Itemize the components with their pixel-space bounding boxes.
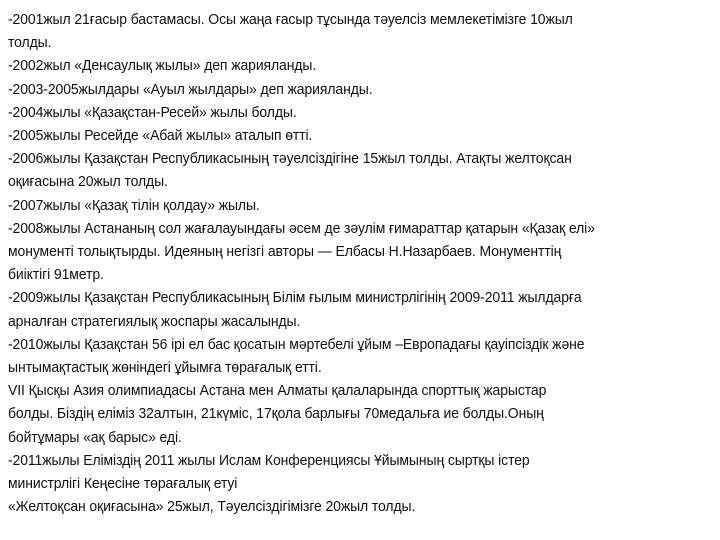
text-line: оқиғасына 20жыл толды.	[8, 173, 168, 191]
text-line: -2008жылы Астананың сол жағалауындағы әсем де зәулім ғимараттар қатарын «Қазақ елі»	[8, 219, 595, 237]
text-line: -2006жылы Қазақстан Республикасының тәуелсіздігіне 15жыл толды. Атақты желтоқсан	[8, 150, 572, 168]
text-line: монументі толықтырды. Идеяның негізгі авторы — Елбасы Н.Назарбаев. Монументтің	[8, 243, 562, 261]
text-line: «Желтоқсан оқиғасына» 25жыл, Тәуелсіздігімізге 20жыл толды.	[8, 498, 416, 516]
text-line: -2005жылы Ресейде «Абай жылы» аталып өтті.	[8, 127, 313, 145]
text-line: министрлігі Кеңесіне төрағалық етуі	[8, 475, 238, 493]
text-line: -2010жылы Қазақстан 56 ірі ел бас қосатын мәртебелі ұйым –Европадағы қауіпсіздік және	[8, 335, 585, 353]
text-line: биіктігі 91метр.	[8, 266, 104, 284]
text-line: -2003-2005жылдары «Ауыл жылдары» деп жарияланды.	[8, 80, 373, 98]
text-line: болды. Біздің еліміз 32алтын, 21күміс, 17қола барлығы 70медальға ие болды.Оның	[8, 405, 544, 423]
text-line: арналған стратегиялық жоспары жасалынды.	[8, 312, 301, 330]
text-line: -2009жылы Қазақстан Республикасының Білім ғылым министрлігінің 2009-2011 жылдарға	[8, 289, 582, 307]
text-line: VII Қысқы Азия олимпиадасы Астана мен Алматы қалаларында спорттық жарыстар	[8, 382, 547, 400]
text-line: -2007жылы «Қазақ тілін қолдау» жылы.	[8, 196, 260, 214]
text-line: -2001жыл 21ғасыр бастамасы. Осы жаңа ғасыр тұсында тәуелсіз мемлекетімізге 10жыл	[8, 11, 573, 28]
text-line: бойтұмары «ақ барыс» еді.	[8, 428, 182, 446]
text-line: -2004жылы «Қазақстан-Ресей» жылы болды.	[8, 103, 297, 121]
text-line: ынтымақтастық жөніндегі ұйымға төрағалық етті.	[8, 359, 322, 377]
text-line: толды.	[8, 34, 52, 52]
text-line: -2002жыл «Денсаулық жылы» деп жарияланды.	[8, 57, 317, 75]
document-body	[8, 8, 658, 518]
text-line: -2011жылы Еліміздің 2011 жылы Ислам Конференциясы Ұйымының сыртқы істер	[8, 451, 530, 469]
